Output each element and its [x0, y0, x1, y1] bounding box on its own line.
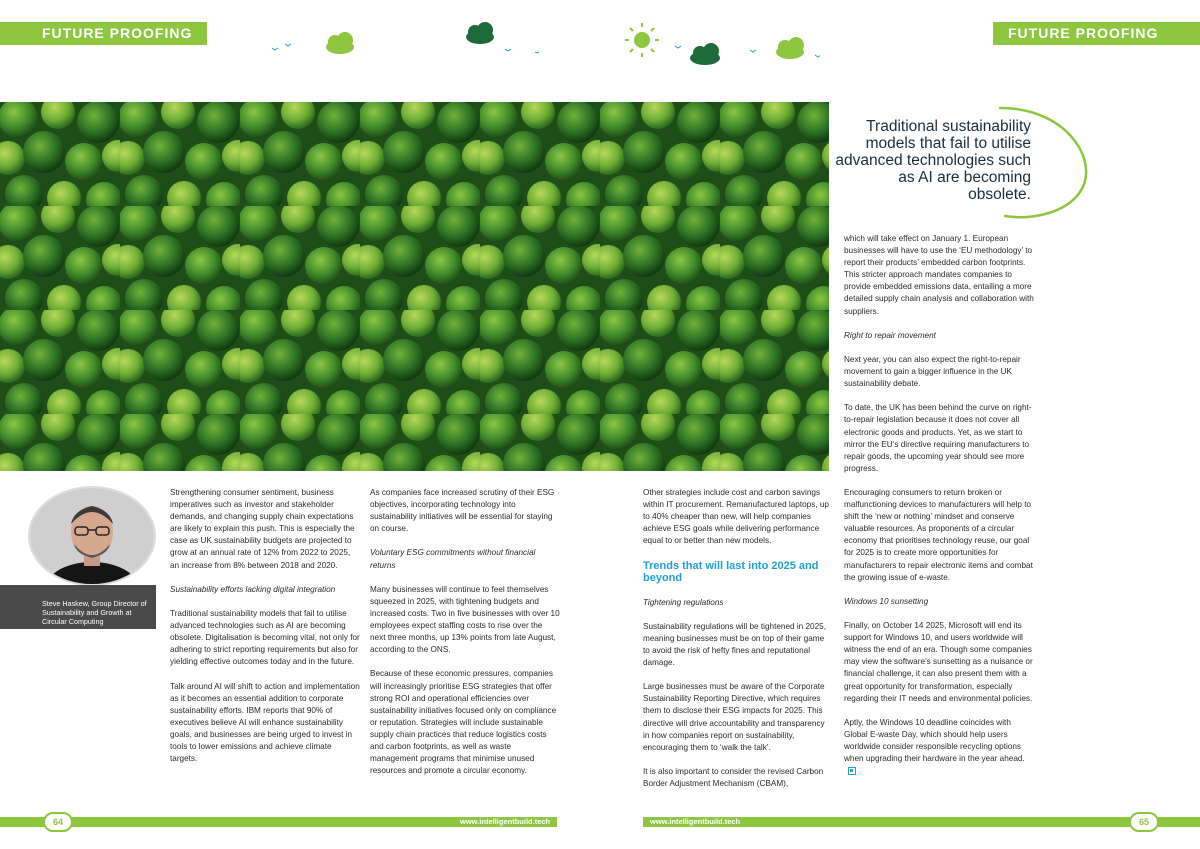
paragraph: Next year, you can also expect the right-to-repair movement to gain a bigger influence in the UK sustainability debate.: [844, 354, 1021, 389]
paragraph-text: Aptly, the Windows 10 deadline coincides with Global E-waste Day, which should help users worldwide consider responsible recycling options when upgrading their hardware in the year ahead.: [844, 717, 1025, 764]
pull-quote: Traditional sustainability models that fail to utilise advanced technologies such as AI are becoming obsolete.: [835, 118, 1031, 203]
page-number-right: 65: [1129, 812, 1159, 832]
text-column-1: [170, 487, 360, 777]
paragraph: To date, the UK has been behind the curve on right-to-repair legislation because it does not cover all electronic goods and products. Yet, as we start to mirror the EU’s directive requiring manufacturers to repair goods, the upcoming year should see more progress.: [844, 403, 1032, 473]
paragraph: As companies face increased scrutiny of their ESG objectives, incorporating technology into sustainability initiatives will be essential for staying on course.: [370, 488, 555, 534]
footer-url-left[interactable]: www.intelligentbuild.tech: [460, 817, 551, 826]
paragraph: [844, 717, 1034, 777]
footer-url-right[interactable]: www.intelligentbuild.tech: [650, 817, 741, 826]
portrait-caption: Steve Haskew, Group Director of Sustainability and Growth at Circular Computing: [0, 585, 156, 629]
paragraph: Strengthening consumer sentiment, business imperatives such as investor and stakeholder demands, and changing supply chain expectations are likely to explain this push. This is especially the case as UK sustainability budgets are projected to grow at an annual rate of 12% from 2022 to 2025, an increase from 8% between 2018 and 2020.: [170, 488, 355, 570]
paragraph: Talk around AI will shift to action and implementation as it becomes an essential addition to corporate sustainability efforts. IBM reports that 90% of executives believe AI will enhance sustainability goals, and businesses are being urged to invest in tools to lower emissions and achieve climate targets.: [170, 681, 360, 764]
paragraph: Other strategies include cost and carbon savings within IT procurement. Remanufactured laptops, up to 40% cheaper than new, will help companies achieve ESG goals while delivering performance equal to or better than new models.: [643, 488, 829, 546]
section-tag-left: FUTURE PROOFING: [0, 22, 207, 45]
subheading: Voluntary ESG commitments without financial returns: [370, 548, 536, 570]
article-end-icon: [848, 767, 856, 775]
text-column-3: [643, 487, 833, 802]
paragraph: Traditional sustainability models that fail to utilise advanced technologies such as AI are becoming obsolete. Digitalisation is becoming vital, not only for adhering to strict reporting requirements but also for yielding effective outcomes today and in the future.: [170, 608, 360, 667]
weather-decoration-icon: [255, 15, 575, 60]
section-tag-right: FUTURE PROOFING: [993, 22, 1200, 45]
paragraph: Because of these economic pressures, companies will increasingly prioritise ESG strategies that offer strong ROI and operational efficiencies over sustainability initiatives focused only on compliance or reputation. Strategies will include sustainable supply chain practices that reduce logistics costs and carbon footprints, as well as waste management programs that minimise unused resources and promote a circular economy.: [370, 669, 557, 776]
page-number-left: 64: [43, 812, 73, 832]
subheading: Tightening regulations: [643, 597, 724, 607]
text-column-2: [370, 487, 560, 789]
forest-aerial-photo: [0, 102, 829, 471]
paragraph: Encouraging consumers to return broken or malfunctioning devices to manufacturers will help to shift the ‘new or nothing’ mindset and conserve valuable resources. As proponents of a circular economy that prioritises technology reuse, our goal for 2025 is to create more opportunities for manufacturers to repair electronic items and combat the growing issue of e-waste.: [844, 488, 1033, 582]
paragraph: Large businesses must be aware of the Corporate Sustainability Reporting Directive, which requires them to disclose their ESG impacts for 2025. This directive will drive accountability and transparency in how companies report on sustainability, encouraging them to ‘walk the talk’.: [643, 682, 825, 752]
paragraph: Finally, on October 14 2025, Microsoft will end its support for Windows 10, and users worldwide will witness the end of an era. Though some companies may view the software’s sunsetting as a nuisance or financial challenge, it can also present them with a great opportunity for transformation, especially regarding their IT needs and environmental policies.: [844, 621, 1033, 703]
subheading: Sustainability efforts lacking digital integration: [170, 584, 336, 594]
section-heading: Trends that will last into 2025 and beyond: [643, 559, 819, 585]
author-portrait: [28, 486, 156, 586]
text-column-upper-right: [844, 233, 1034, 487]
paragraph: Many businesses will continue to feel themselves squeezed in 2025, with tightening budgets and increased costs. Two in five businesses with over 10 employees expect staffing costs to rise over the next three months, up 13% points from late August, according to the ONS.: [370, 584, 560, 655]
paragraph: It is also important to consider the revised Carbon Border Adjustment Mechanism (CBAM),: [643, 766, 824, 788]
sun-clouds-icon: [620, 18, 820, 68]
paragraph: Sustainability regulations will be tightened in 2025, meaning businesses must be on top of their game to avoid the risk of hefty fines and reputational damage.: [643, 621, 826, 668]
text-column-4: [844, 487, 1034, 789]
subheading: Windows 10 sunsetting: [844, 596, 929, 606]
paragraph: which will take effect on January 1. European businesses will have to use the ‘EU methodology’ to report their products’ embedded carbon footprints. This stricter approach mandates companies to provide embedded emissions data, entailing a more detailed supply chain analysis and collaboration with suppliers.: [844, 234, 1034, 316]
subheading: Right to repair movement: [844, 330, 936, 340]
